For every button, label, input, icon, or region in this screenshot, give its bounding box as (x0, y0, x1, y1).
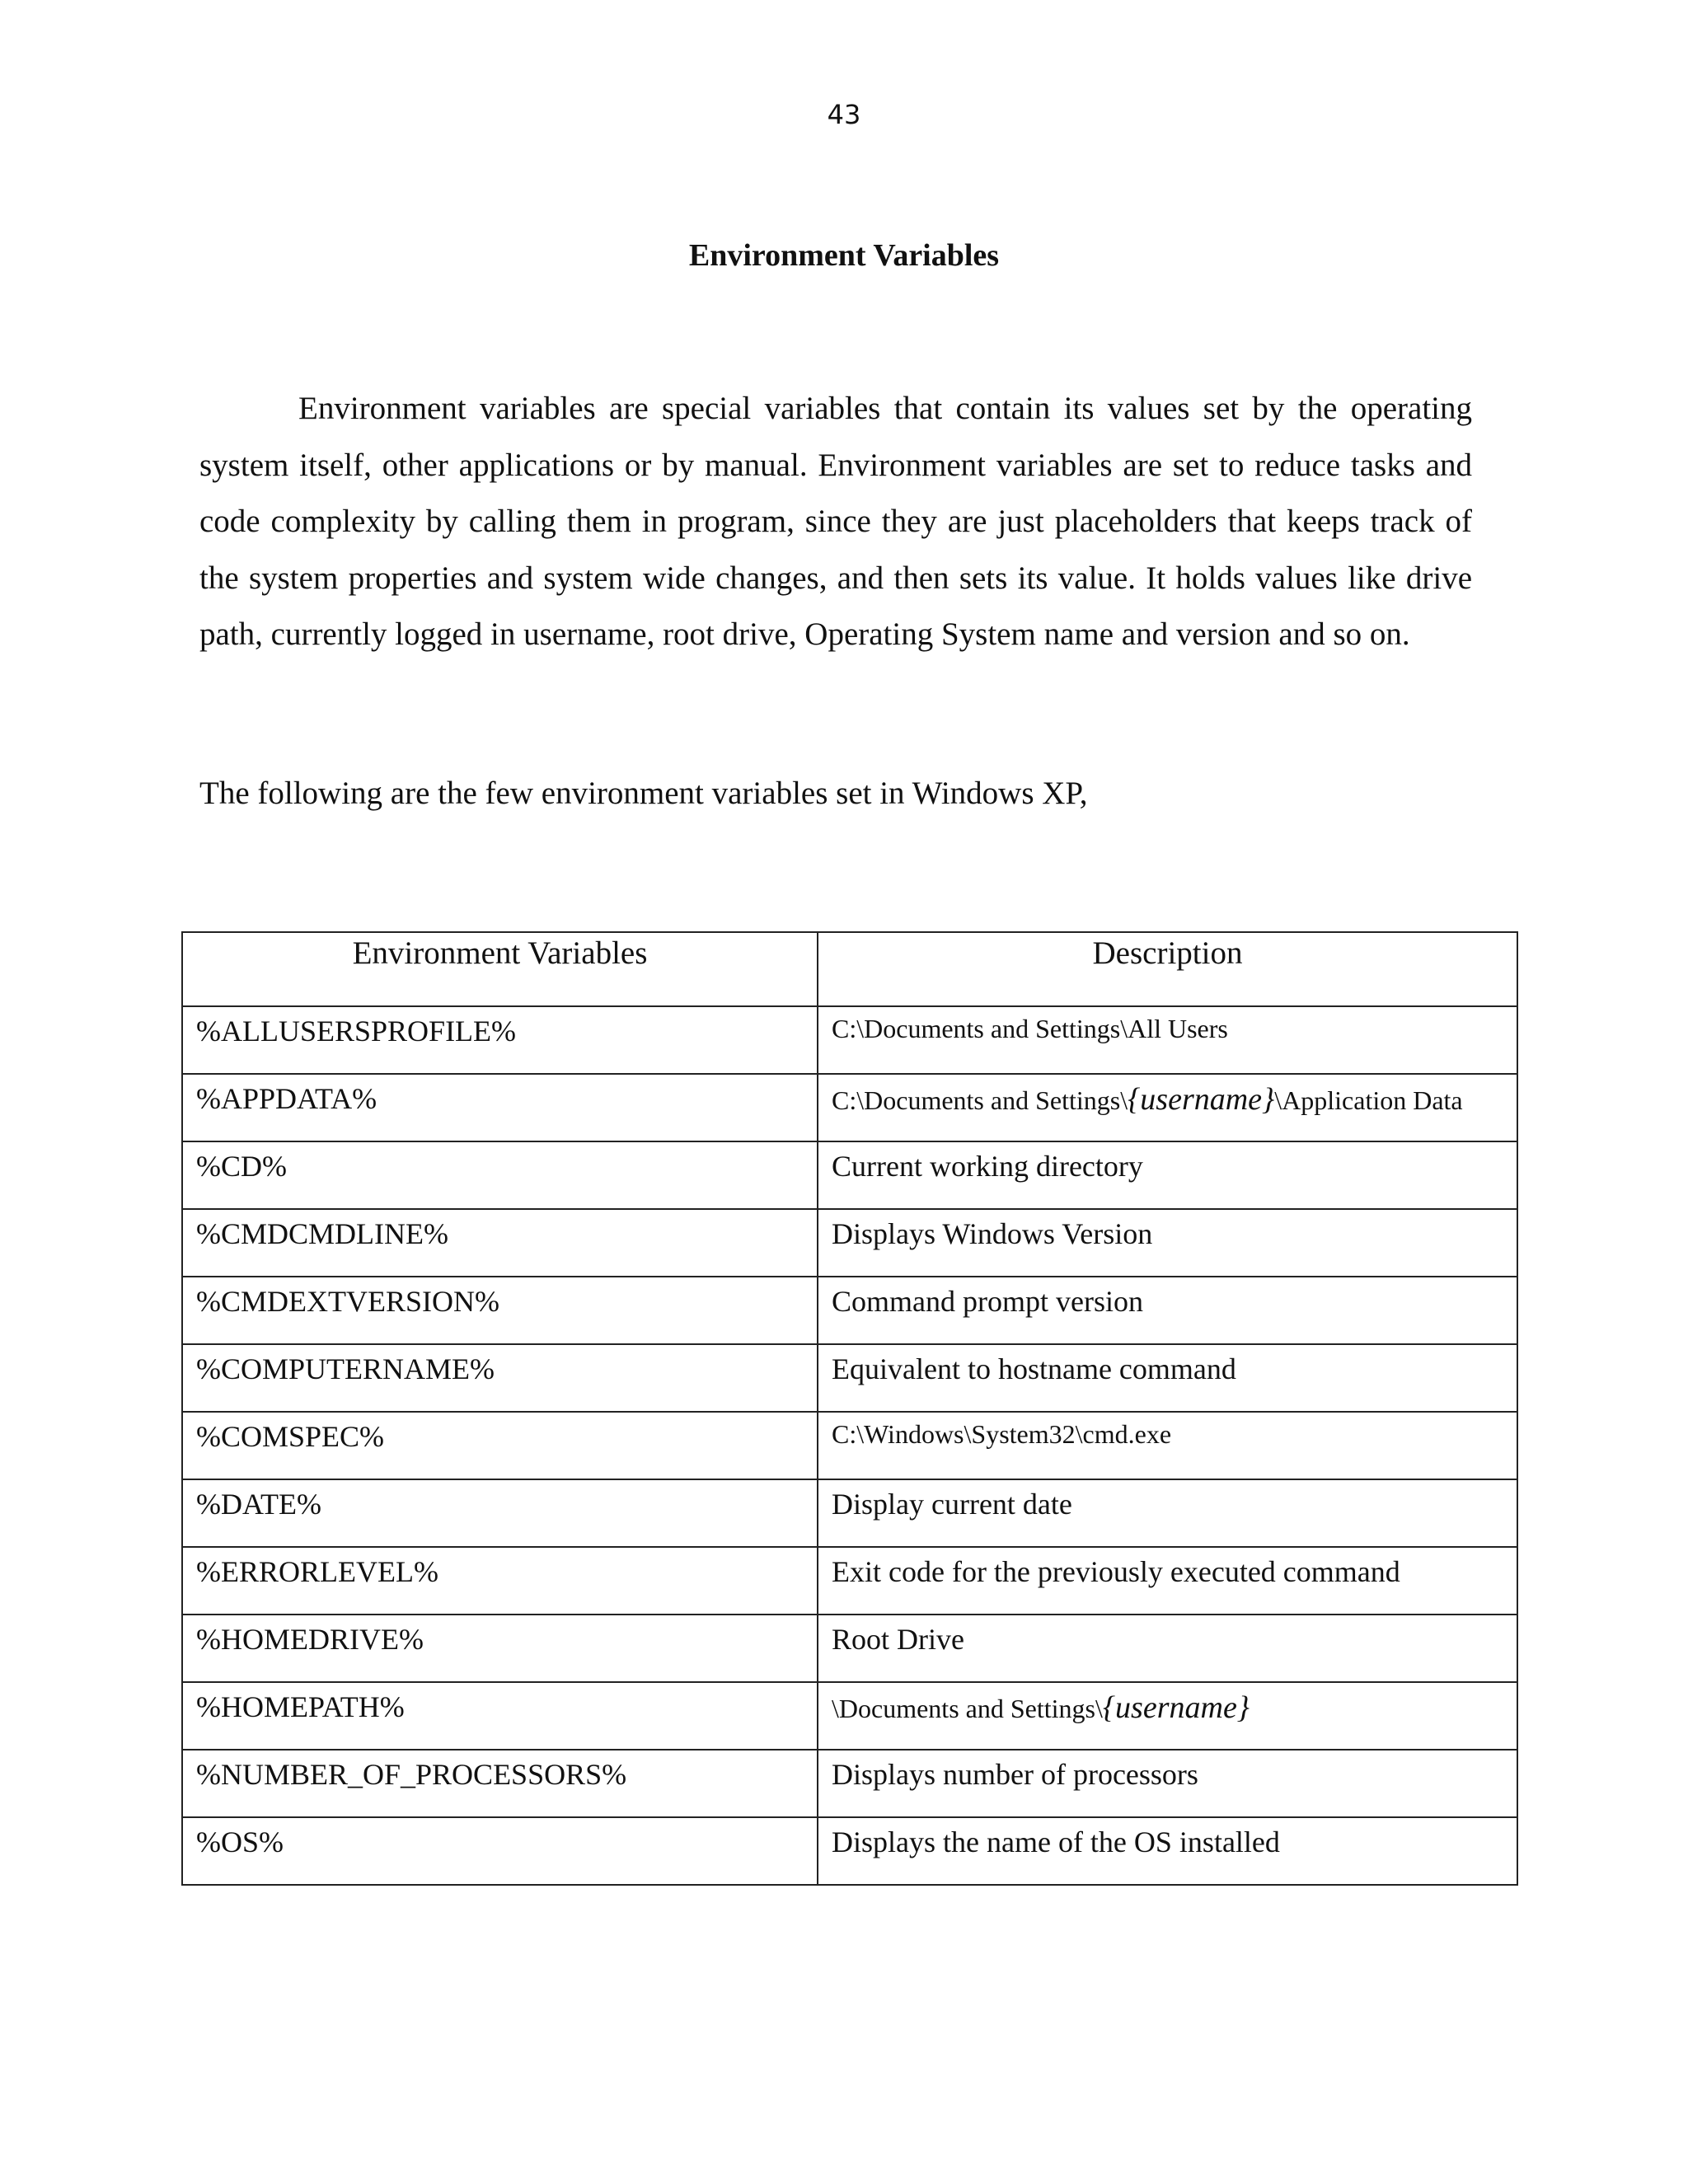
variable-name: %CMDEXTVERSION% (182, 1277, 818, 1344)
description-username-placeholder: {username} (1128, 1082, 1275, 1117)
table-row (182, 1006, 1517, 1074)
variable-name: %HOMEPATH% (182, 1682, 818, 1750)
variable-name: %CMDCMDLINE% (182, 1209, 818, 1277)
table-intro-text: The following are the few environment variables set in Windows XP, (199, 776, 1088, 811)
variable-description: Displays the name of the OS installed (818, 1817, 1517, 1885)
variable-description (818, 1074, 1517, 1141)
description-path-suffix: \Application Data (1274, 1085, 1463, 1115)
table-row (182, 1615, 1517, 1682)
description-path-prefix: C:\Documents and Settings\ (832, 1085, 1128, 1115)
variable-name: %DATE% (182, 1479, 818, 1547)
table-row (182, 1817, 1517, 1885)
variable-description: Exit code for the previously executed command (818, 1547, 1517, 1615)
variable-description: Display current date (818, 1479, 1517, 1547)
table-row (182, 1547, 1517, 1615)
variable-name: %ERRORLEVEL% (182, 1547, 818, 1615)
variable-name: %APPDATA% (182, 1074, 818, 1141)
description-path-prefix: \Documents and Settings\ (832, 1694, 1103, 1723)
header-description: Description (818, 932, 1517, 1006)
table-header-row (182, 932, 1517, 1006)
table-row (182, 1074, 1517, 1141)
table-row (182, 1141, 1517, 1209)
variable-name: %OS% (182, 1817, 818, 1885)
variable-description (818, 1682, 1517, 1750)
section-heading: Environment Variables (688, 238, 1000, 273)
variable-description: Current working directory (818, 1141, 1517, 1209)
variable-name: %HOMEDRIVE% (182, 1615, 818, 1682)
variable-description: C:\Windows\System32\cmd.exe (818, 1412, 1517, 1479)
variable-description: Command prompt version (818, 1277, 1517, 1344)
variable-description: Displays Windows Version (818, 1209, 1517, 1277)
table-row (182, 1682, 1517, 1750)
table-row (182, 1479, 1517, 1547)
variable-description: Root Drive (818, 1615, 1517, 1682)
table-row (182, 1344, 1517, 1412)
environment-variables-table (181, 931, 1518, 1886)
table-row (182, 1412, 1517, 1479)
variable-name: %COMPUTERNAME% (182, 1344, 818, 1412)
table-row (182, 1277, 1517, 1344)
table-row (182, 1750, 1517, 1817)
variable-name: %CD% (182, 1141, 818, 1209)
variable-description: C:\Documents and Settings\All Users (818, 1006, 1517, 1074)
description-username-placeholder: {username} (1102, 1690, 1250, 1725)
header-environment-variables: Environment Variables (182, 932, 818, 1006)
variable-description: Displays number of processors (818, 1750, 1517, 1817)
variable-name: %ALLUSERSPROFILE% (182, 1006, 818, 1074)
variable-description: Equivalent to hostname command (818, 1344, 1517, 1412)
variable-name: %NUMBER_OF_PROCESSORS% (182, 1750, 818, 1817)
variable-name: %COMSPEC% (182, 1412, 818, 1479)
page-number: 43 (827, 99, 861, 130)
body-paragraph: Environment variables are special variables that contain its values set by the operating system itself, other applications or by manual. Environment variables are set to reduce tasks and code complexity by calling them in program, since they are just placeholders that keeps track of the system properties and system wide changes, and then sets its value. It holds values like drive path, currently logged in username, root drive, Operating System name and version and so on. (199, 391, 1472, 652)
table-row (182, 1209, 1517, 1277)
